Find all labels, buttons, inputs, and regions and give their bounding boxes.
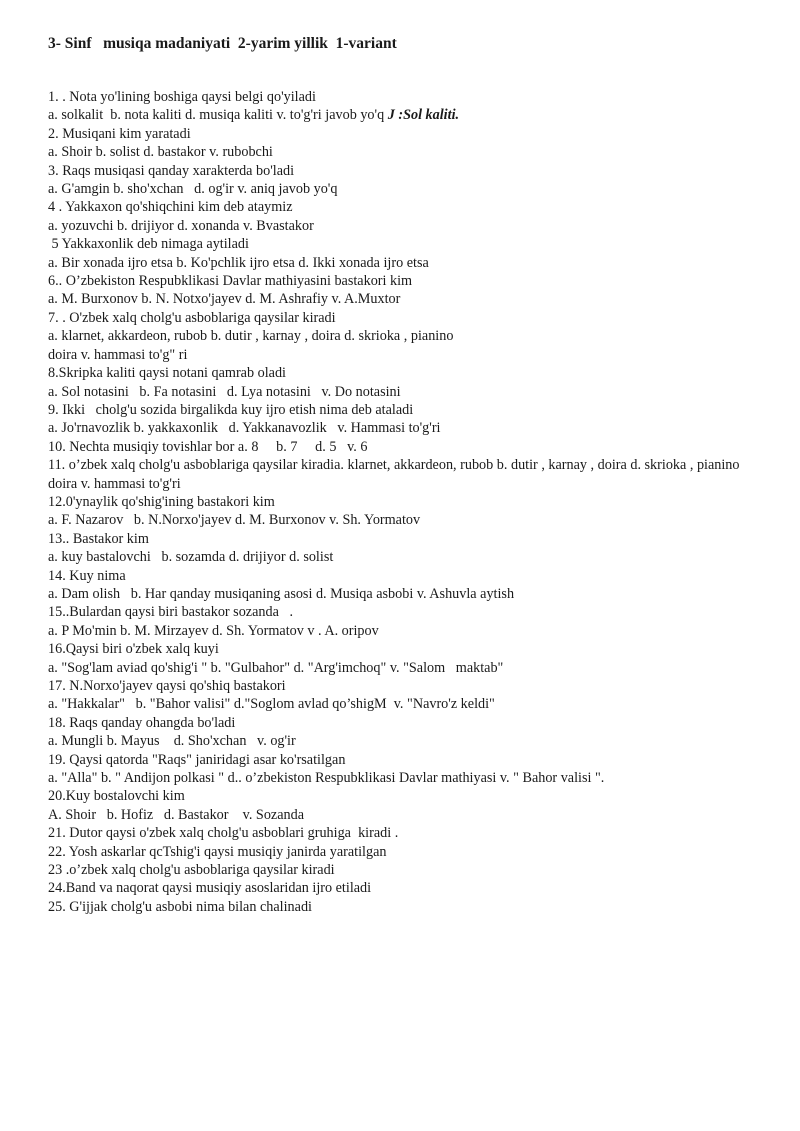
answer-line [48,106,760,124]
question-line: 5 Yakkaxonlik deb nimaga aytiladi [48,236,249,253]
question-line: 24.Band va naqorat qaysi musiqiy asoslaridan ijro etiladi [48,880,372,897]
answer-options: a. solkalit b. nota kaliti d. musiqa kaliti v. to'g'ri javob yo'q [48,107,388,124]
document-title: 3- Sinf musiqa madaniyati 2-yarim yillik 1-variant [48,35,397,52]
answer-line: a. Mungli b. Mayus d. Sho'xchan v. og'ir [48,733,296,750]
question-line: 16.Qaysi biri o'zbek xalq kuyi [48,641,219,658]
answer-line: a. P Mo'min b. M. Mirzayev d. Sh. Yormatov v . A. oripov [48,622,379,639]
question-line: 1. . Nota yo'lining boshiga qaysi belgi qo'yiladi [48,89,316,105]
answer-line: a. "Hakkalar" b. "Bahor valisi" d."Soglom avlad qo’shigM v. "Navro'z keldi" [48,696,495,713]
answer-line: a. "Alla" b. " Andijon polkasi " d.. o’zbekiston Respubklikasi Davlar mathiyasi v. " Bahor valisi ". [48,770,605,787]
answer-line: doira v. hammasi to'g" ri [48,346,188,363]
question-line: 20.Kuy bostalovchi kim [48,788,185,805]
question-line: 12.0'ynaylik qo'shig'ining bastakori kim [48,493,275,510]
answer-line: a. yozuvchi b. drijiyor d. xonanda v. Bvastakor [48,217,314,234]
answer-line: a. Bir xonada ijro etsa b. Ko'pchlik ijro etsa d. Ikki xonada ijro etsa [48,254,429,271]
answer-line: a. Jo'rnavozlik b. yakkaxonlik d. Yakkanavozlik v. Hammasi to'g'ri [48,420,441,437]
question-line: 7. . O'zbek xalq cholg'u asboblariga qaysilar kiradi [48,309,336,326]
question-line: 17. N.Norxo'jayev qaysi qo'shiq bastakori [48,678,286,694]
question-line: 4 . Yakkaxon qo'shiqchini kim deb ataymiz [48,199,293,216]
question-list [48,88,760,916]
answer-line: a. G'amgin b. sho'xchan d. og'ir v. aniq javob yo'q [48,181,338,198]
question-line: 19. Qaysi qatorda "Raqs" janiridagi asar ko'rsatilgan [48,751,346,768]
question-line: 21. Dutor qaysi o'zbek xalq cholg'u asboblari gruhiga kiradi . [48,825,399,842]
question-line: 11. o’zbek xalq cholg'u asboblariga qaysilar kiradia. klarnet, akkardeon, rubob b. dutir , karnay , doira d. skrioka , pianino doira v. hammasi to'g'ri [48,457,744,492]
question-line: 25. G'ijjak cholg'u asbobi nima bilan chalinadi [48,898,312,915]
answer-line: a. Sol notasini b. Fa notasini d. Lya notasini v. Do notasini [48,383,401,400]
question-line: 14. Kuy nima [48,567,126,584]
answer-line: a. "Sog'lam aviad qo'shig'i " b. "Gulbahor" d. "Arg'imchoq" v. "Salom maktab" [48,659,504,676]
answer-line: a. F. Nazarov b. N.Norxo'jayev d. M. Burxonov v. Sh. Yormatov [48,512,421,529]
question-line: 10. Nechta musiqiy tovishlar bor a. 8 b. 7 d. 5 v. 6 [48,438,368,455]
question-line: 2. Musiqani kim yaratadi [48,125,191,142]
question-line: 23 .o’zbek xalq cholg'u asboblariga qaysilar kiradi [48,862,335,879]
question-line: 15..Bulardan qaysi biri bastakor sozanda . [48,604,294,621]
question-line: 18. Raqs qanday ohangda bo'ladi [48,714,236,731]
question-line: 22. Yosh askarlar qcTshig'i qaysi musiqiy janirda yaratilgan [48,843,387,860]
question-line: 9. Ikki cholg'u sozida birgalikda kuy ijro etish nima deb ataladi [48,401,414,418]
answer-line: a. M. Burxonov b. N. Notxo'jayev d. M. Ashrafiy v. A.Muxtor [48,291,401,308]
question-line: 8.Skripka kaliti qaysi notani qamrab oladi [48,365,286,382]
question-line: 13.. Bastakor kim [48,530,149,547]
answer-line: a. kuy bastalovchi b. sozamda d. drijiyor d. solist [48,549,334,566]
answer-line: A. Shoir b. Hofiz d. Bastakor v. Sozanda [48,806,304,823]
question-line: 6.. O’zbekiston Respubklikasi Davlar mathiyasini bastakori kim [48,273,413,290]
answer-line: a. klarnet, akkardeon, rubob b. dutir , karnay , doira d. skrioka , pianino [48,328,454,345]
answer-line: a. Dam olish b. Har qanday musiqaning asosi d. Musiqa asbobi v. Ashuvla aytish [48,585,515,602]
answer-line: a. Shoir b. solist d. bastakor v. rubobchi [48,144,273,161]
question-line: 3. Raqs musiqasi qanday xarakterda bo'ladi [48,162,295,179]
answer-key-note: J :Sol kaliti. [387,107,460,124]
